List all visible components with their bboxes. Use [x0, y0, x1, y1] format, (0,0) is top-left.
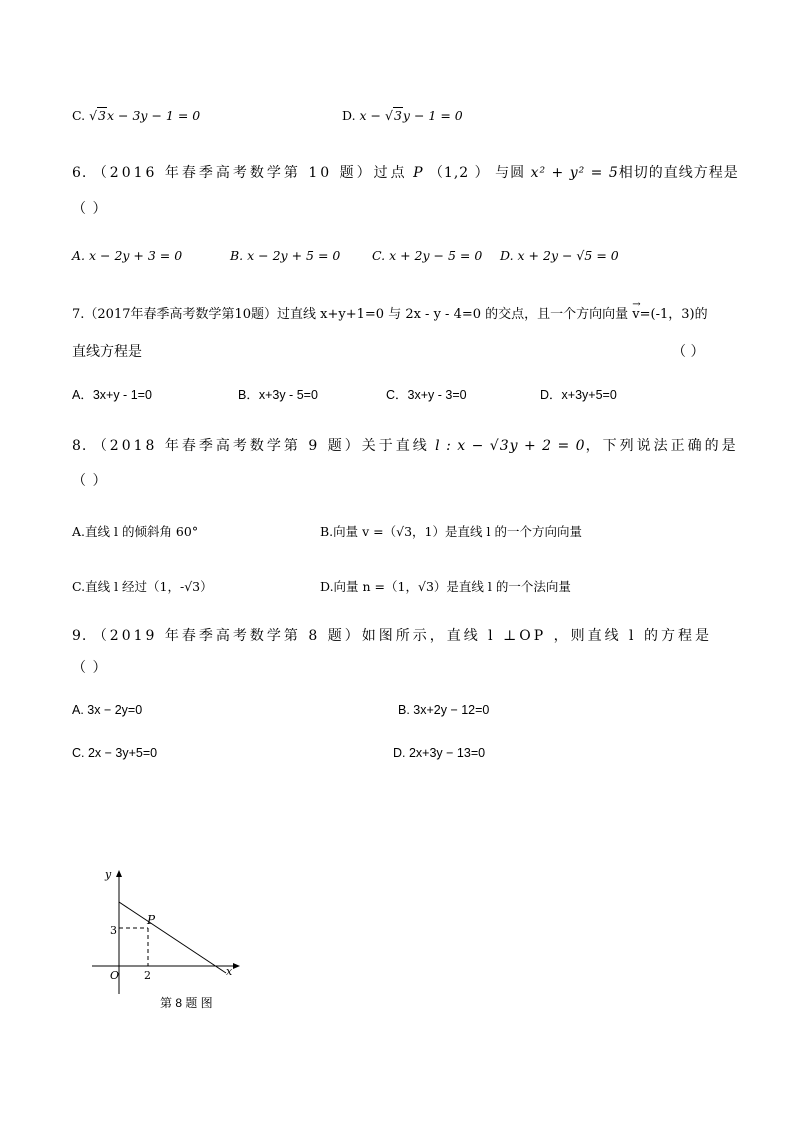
q6-circle-eq: x² + y² = 5	[530, 165, 619, 181]
q7-option-a: A．3x+y - 1=0	[72, 388, 152, 402]
tick-x-2: 2	[144, 969, 151, 982]
x-axis-arrow-icon	[233, 963, 240, 969]
q8-line-eq: l : x − √3y + 2 = 0	[435, 438, 586, 454]
q7-number: 7.	[72, 307, 85, 322]
q8-number: 8.	[72, 438, 88, 454]
q6-intro: （2016 年春季高考数学第 10 题）过点	[92, 165, 408, 181]
q8-option-c: C.直线 l 经过（1，-√3）	[72, 579, 213, 594]
q8-option-a: A.直线 l 的倾斜角 60°	[72, 524, 199, 539]
q8-blank: （ ）	[72, 473, 108, 489]
q6-option-a: A. x − 2y + 3 = 0	[72, 248, 183, 263]
q9-number: 9.	[72, 628, 88, 644]
q6-tail: 相切的直线方程是	[618, 165, 739, 181]
q6-option-d: D. x + 2y − √5 = 0	[500, 248, 619, 263]
question-6	[72, 162, 739, 182]
point-p-label: P	[147, 913, 156, 927]
q9-option-a: A. 3x − 2y=0	[72, 703, 143, 717]
x-label: x	[226, 965, 233, 978]
q6-number: 6.	[72, 165, 88, 181]
tick-y-3: 3	[110, 924, 117, 937]
q8-option-b: B.向量 v =（√3，1）是直线 l 的一个方向向量	[320, 524, 582, 539]
q6-point-coords: （1,2 ）	[428, 165, 490, 181]
y-axis-arrow-icon	[116, 870, 122, 877]
q6-mid: 与圆	[495, 165, 526, 181]
q8-tail: ，下列说法正确的是	[585, 438, 739, 454]
q7-option-d: D．x+3y+5=0	[540, 388, 617, 402]
q6-blank: （ ）	[72, 201, 108, 217]
y-label: y	[105, 868, 112, 881]
figure-caption: 第 8 题 图	[160, 996, 213, 1010]
q9-figure	[88, 862, 248, 1012]
q7-blank: （ ）	[672, 344, 705, 360]
q7-option-b: B．x+3y - 5=0	[238, 388, 318, 402]
question-8	[72, 435, 739, 455]
q8-option-d: D.向量 n =（1，√3）是直线 l 的一个法向量	[320, 579, 571, 594]
q9-option-b: B. 3x+2y − 12=0	[398, 703, 490, 717]
q9-text: （2019 年春季高考数学第 8 题）如图所示，直线 l ⊥OP ，则直线 l 的方程是	[92, 628, 712, 644]
q9-blank: （ ）	[72, 660, 108, 676]
q7-vector-value: =(-1，3)的	[639, 307, 708, 322]
origin-label: O	[110, 969, 120, 982]
q7-option-c: C．3x+y - 3=0	[386, 388, 467, 402]
q7-vector: → v	[632, 299, 641, 322]
q7-line2: 直线方程是	[72, 344, 142, 360]
q6-point-label: P	[413, 165, 424, 181]
q7-line1: （2017年春季高考数学第10题）过直线 x+y+1=0 与 2x - y - 4=0 的交点，且一个方向向量	[84, 307, 629, 322]
q9-option-d: D. 2x+3y − 13=0	[393, 746, 486, 760]
option-d-prev: D. x − √3y − 1 = 0	[342, 108, 463, 123]
vector-arrow-icon: →	[632, 299, 641, 310]
q6-option-b: B. x − 2y + 5 = 0	[230, 248, 341, 263]
q8-intro: （2018 年春季高考数学第 9 题）关于直线	[92, 438, 430, 454]
q6-option-c: C. x + 2y − 5 = 0	[372, 248, 483, 263]
question-7	[72, 299, 708, 322]
question-9	[72, 625, 712, 645]
option-c-prev: C. √3x − 3y − 1 = 0	[72, 108, 201, 123]
q9-option-c: C. 2x − 3y+5=0	[72, 746, 158, 760]
line-l	[119, 902, 226, 973]
